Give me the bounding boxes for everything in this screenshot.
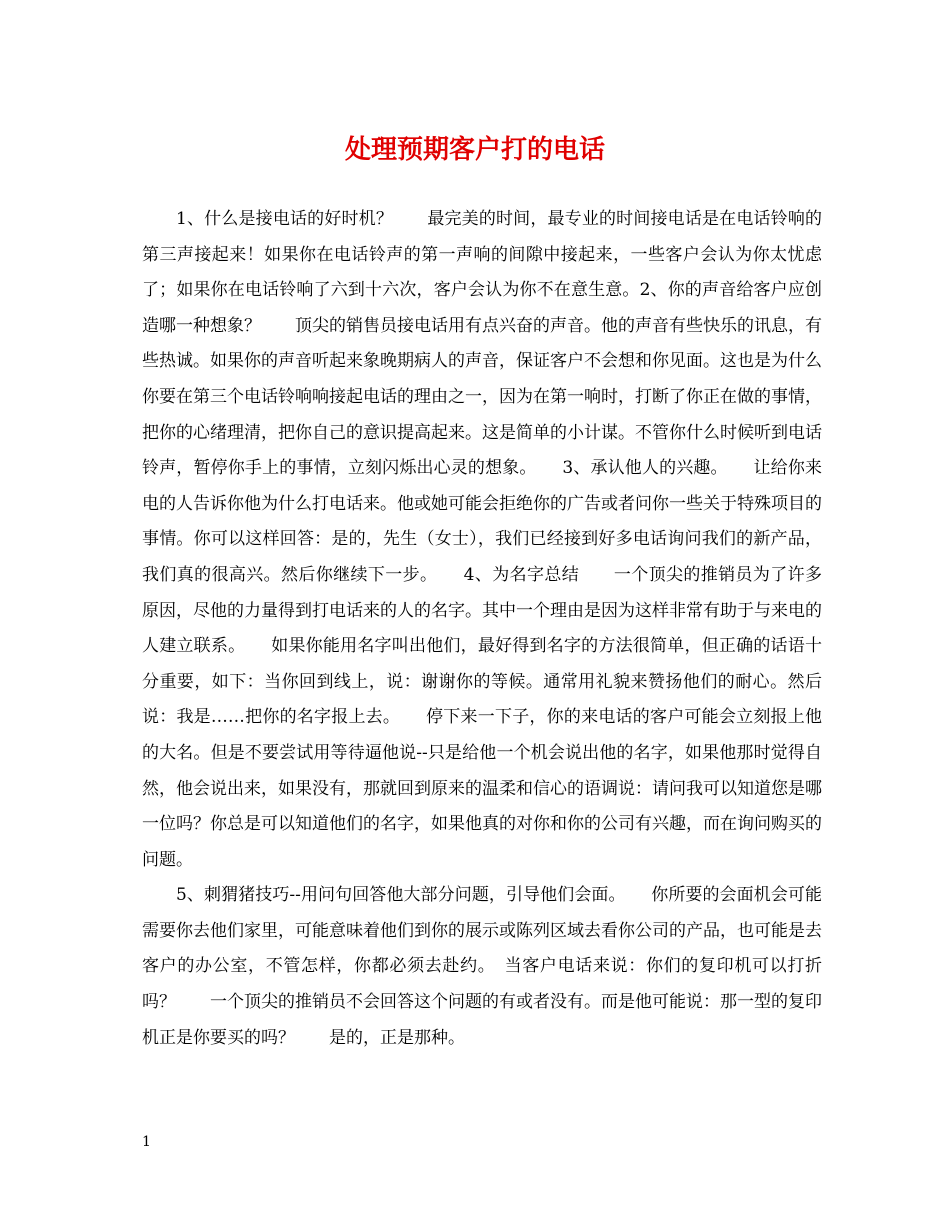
- document-body: [142, 202, 822, 1056]
- document-title: 处理预期客户打的电话: [344, 135, 605, 165]
- paragraph: 5、刺猬猪技巧--用问句回答他大部分问题，引导他们会面。 你所要的会面机会可能需要你去他们家里，可能意味着他们到你的展示或陈列区域去看你公司的产品，也可能是去客户的办公室，不管怎样，你都必须去赴约。 当客户电话来说：你们的复印机可以打折吗？ 一个顶尖的推销员不会回答这个问题的有或者没有。而是他可能说：那一型的复印机正是你要买的吗？ 是的，正是那种。: [142, 885, 822, 1048]
- page-number: 1: [142, 1134, 151, 1150]
- paragraph: 1、什么是接电话的好时机？ 最完美的时间，最专业的时间接电话是在电话铃响的第三声接起来！如果你在电话铃声的第一声响的间隙中接起来，一些客户会认为你太忧虑了；如果你在电话铃响了六到十六次，客户会认为你不在意生意。2、你的声音给客户应创造哪一种想象？ 顶尖的销售员接电话用有点兴奋的声音。他的声音有些快乐的讯息，有些热诚。如果你的声音听起来象晚期病人的声音，保证客户不会想和你见面。这也是为什么你要在第三个电话铃响响接起电话的理由之一，因为在第一响时，打断了你正在做的事情，把你的心绪理清，把你自己的意识提高起来。这是简单的小计谋。不管你什么时候听到电话铃声，暂停你手上的事情，立刻闪烁出心灵的想象。 3、承认他人的兴趣。 让给你来电的人告诉你他为什么打电话来。他或她可能会拒绝你的广告或者问你一些关于特殊项目的事情。你可以这样回答：是的，先生（女士），我们已经接到好多电话询问我们的新产品，我们真的很高兴。然后你继续下一步。 4、为名字总结 一个顶尖的推销员为了许多原因，尽他的力量得到打电话来的人的名字。其中一个理由是因为这样非常有助于与来电的人建立联系。 如果你能用名字叫出他们，最好得到名字的方法很简单，但正确的话语十分重要，如下：当你回到线上，说：谢谢你的等候。通常用礼貌来赞扬他们的耐心。然后说：我是……把你的名字报上去。 停下来一下子，你的来电话的客户可能会立刻报上他的大名。但是不要尝试用等待逼他说--只是给他一个机会说出他的名字，如果他那时觉得自然，他会说出来，如果没有，那就回到原来的温柔和信心的语调说：请问我可以知道您是哪一位吗？你总是可以知道他们的名字，如果他真的对你和你的公司有兴趣，而在询问购买的问题。: [142, 209, 822, 870]
